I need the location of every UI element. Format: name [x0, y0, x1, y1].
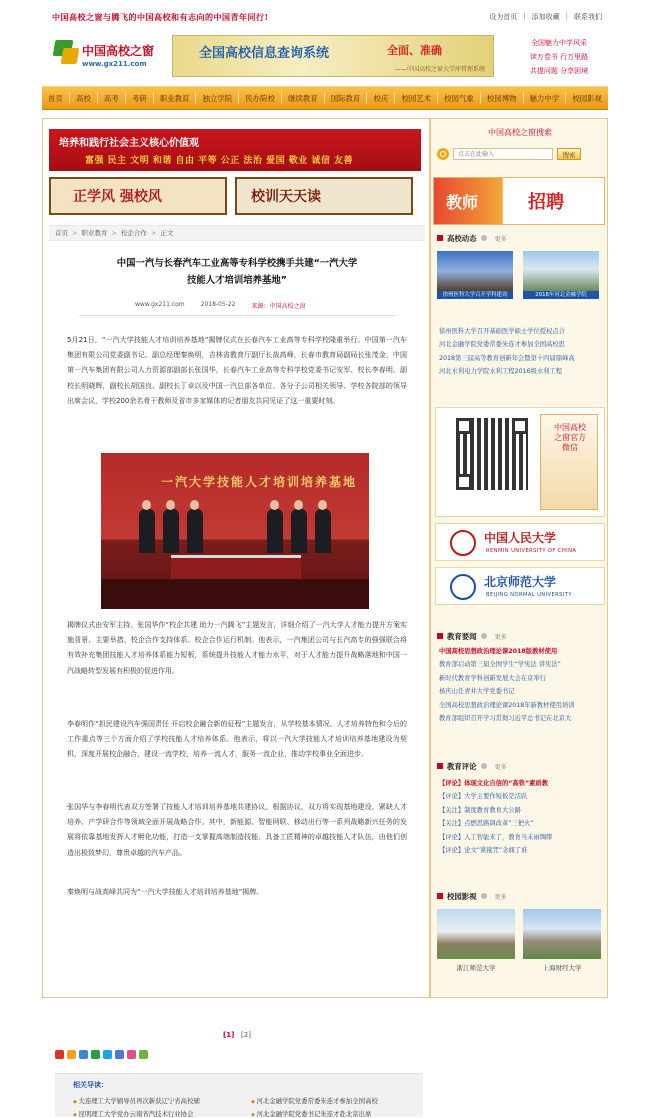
section-bullet-icon — [437, 633, 443, 639]
main-content — [42, 118, 430, 1118]
share-icon[interactable] — [67, 1050, 76, 1059]
share-icon[interactable] — [115, 1050, 124, 1059]
top-bar — [0, 0, 650, 32]
nav-item-colleges[interactable]: 高校 — [75, 93, 91, 103]
comment-more-link[interactable]: 更多 — [494, 763, 507, 771]
article-paragraph: 5月21日，“一汽大学技能人才培训培养基地”揭牌仪式在长春汽车工业高等专科学校隆重举行。中国第一汽车集团有限公司党委副书记、副总经理秦焕明，吉林省教育厅副厅长战高峰，长春市教育局副局长张茂金，中国第一汽车集团有限公司人力资源部副部长张国华，长春汽车工业高等专科学校党委书记安军、校长李春明、副校长明晓辉，副校长胡国良、副校长丁卓以及中国一汽总部各单位、各分子公司相关领导、学校各院部的领导出席会议，学校200余名骨干教师及省市多家媒体的记者朋友共同见证了这一重要时刻。 — [67, 336, 407, 405]
news-more-link[interactable]: 更多 — [494, 235, 507, 243]
search-icon — [437, 148, 449, 160]
more-icon — [481, 633, 487, 639]
share-icon[interactable] — [79, 1050, 88, 1059]
nav-item-anniversary[interactable]: 校庆 — [373, 93, 389, 103]
more-icon — [481, 235, 487, 241]
share-icon[interactable] — [127, 1050, 136, 1059]
news-list-item[interactable]: 河北水利电力学院水利工程2016级水利工程 — [439, 368, 563, 376]
search-title: 中国高校之窗搜索 — [488, 128, 552, 137]
recruit-text-teacher: 教师 — [446, 193, 479, 212]
edu-news-item[interactable]: 中国高校思想政治理论课2018版教材使用 — [439, 648, 558, 655]
breadcrumb-home[interactable]: 首页 — [55, 229, 68, 237]
more-icon — [481, 763, 487, 769]
section-header-campus-video: 校园影视 更多 — [437, 889, 507, 903]
study-style-text: 正学风 强校风 — [73, 189, 162, 205]
nav-item-middle-school[interactable]: 魅力中学 — [529, 93, 560, 103]
header-links — [514, 36, 604, 78]
wechat-qr-panel — [435, 407, 605, 517]
recruit-text-hiring: 招聘 — [528, 192, 564, 213]
nav-item-campus-museum[interactable]: 校园博物 — [486, 93, 517, 103]
school-motto-text: 校训天天读 — [251, 189, 321, 205]
edu-news-item[interactable]: 新时代教育学科创新发展大会在京举行 — [439, 674, 547, 682]
banner-subtitle: ——中国高校之窗大学库管理系统 — [394, 66, 485, 73]
query-system-banner[interactable] — [172, 35, 494, 77]
edu-news-item[interactable]: 教育部组织召开学习贯彻习近平总书记在北京大 — [439, 715, 572, 723]
nav-item-private[interactable]: 民办院校 — [245, 93, 275, 103]
nav-item-campus-art[interactable]: 校园艺术 — [401, 93, 432, 103]
nav-item-campus-video[interactable]: 校园影视 — [572, 93, 602, 103]
header-link-travel[interactable]: 读万卷书 行万里路 — [529, 53, 589, 61]
core-values-words: 富强 民主 文明 和谐 自由 平等 公正 法治 爱国 敬业 诚信 友善 — [85, 156, 353, 166]
header-link-questions[interactable]: 共提问题 分享困境 — [529, 67, 589, 75]
section-bullet-icon — [437, 235, 443, 241]
comment-item[interactable]: 【评论】体现文化自信的“高铁”素质教 — [439, 780, 549, 787]
page-2[interactable]: [2] — [241, 1031, 251, 1039]
share-icon[interactable] — [103, 1050, 112, 1059]
photo-backdrop-text: 一汽大学技能人才培训培养基地 — [161, 475, 358, 489]
breadcrumb-current: 正文 — [160, 229, 174, 237]
nav-item-home[interactable]: 首页 — [48, 93, 63, 103]
article-source: 来源：中国高校之窗 — [251, 303, 306, 310]
related-title: 相关导读： — [73, 1081, 108, 1089]
breadcrumb-vocational[interactable]: 职业教育 — [81, 229, 108, 237]
school-motto-banner[interactable] — [235, 177, 413, 215]
study-style-banner[interactable] — [49, 177, 227, 215]
related-item[interactable]: ◆ 昆明理工大学党办云南省汽技术行业协会 — [73, 1109, 239, 1118]
article-title: 中国一汽与长春汽车工业高等专科学校携手共建“一汽大学 技能人才培训培养基地” — [116, 258, 358, 286]
header-link-middle-school[interactable]: 全国魅力中学风采 — [531, 39, 587, 47]
campus-video-item[interactable]: 上海财经大学 — [523, 909, 601, 975]
site-header — [42, 30, 608, 82]
share-bar — [55, 1050, 148, 1059]
divider — [79, 315, 395, 316]
edu-news-item[interactable]: 教育部启动第三届全国学生“学宪法 讲宪法” — [439, 661, 561, 669]
university-banner-renmin[interactable]: 中国人民大学 RENMIN UNIVERSITY OF CHINA — [435, 523, 605, 561]
news-thumbnail[interactable]: 2018年河北金融学院 — [523, 251, 599, 299]
page-1[interactable]: [1] — [223, 1031, 235, 1039]
edu-more-link[interactable]: 更多 — [494, 633, 507, 641]
nav-item-vocational[interactable]: 职业教育 — [159, 93, 190, 103]
article-paragraph: 李春明作“担民建设汽车强国责任 开启校企融合新的征程”主题发言，从学校基本情况、人才培养特色和今后的工作重点等三个方面介绍了学校技能人才培养体系。他表示，将以一汽大学技能人才培训培养基地建设为契机，深度开展校企融合，建设一流学校，培养一流人才，服务一流企业，推动学校事业全面进步。 — [67, 720, 407, 759]
pagination — [43, 1031, 431, 1039]
article-date: 2018-05-22 — [200, 301, 236, 308]
campus-more-link[interactable]: 更多 — [494, 893, 507, 901]
search-form — [437, 147, 603, 161]
edu-news-item[interactable]: 杨庆山任青井大学党委书记 — [439, 688, 515, 696]
breadcrumb: 首页 > 职业教育 > 校企合作 > 正文 — [49, 225, 425, 241]
nav-item-campus-weather[interactable]: 校园气象 — [444, 93, 474, 103]
comment-item[interactable]: 【关注】点燃思路调改革“三把火” — [439, 820, 534, 828]
section-header-news: 高校动态 更多 — [437, 231, 507, 245]
comment-item[interactable]: 【评论】人工智能来了，教育当未雨绸缪 — [439, 833, 553, 841]
wechat-promo: 中国高校之窗官方微信 — [540, 414, 598, 510]
news-list — [439, 325, 601, 379]
related-item[interactable]: ◆ 河北金融学院党委书记朱连才赴北京出席 — [251, 1109, 417, 1118]
site-logo[interactable] — [52, 38, 162, 74]
edu-news-list — [439, 645, 601, 725]
logo-mark-icon — [52, 40, 80, 66]
article-meta — [135, 301, 355, 310]
campus-video-item[interactable]: 浙江师范大学 — [437, 909, 515, 975]
contact-us-link[interactable]: 联系我们 — [574, 13, 602, 21]
share-icon[interactable] — [55, 1050, 64, 1059]
logo-name: 中国高校之窗 — [82, 44, 155, 58]
article-paragraph: 张国华与李春明代表双方签署了技能人才培训培养基地共建协议。根据协议，双方将实现基地建设、紧缺人才培养、产学研合作等领域全面开展战略合作。其中，新能源、智能网联、移动出行等一系列战略新兴任务的发展将依靠基地发挥人才孵化功能，打造一支掌握高端制造技能、具备工匠精神的卓越技能人才队伍，由他们创造出极致梦幻、尊贵卓越的汽车产品。 — [67, 803, 407, 857]
main-nav — [42, 86, 608, 110]
comment-list — [439, 777, 601, 857]
logo-url: www.gx211.com — [82, 60, 147, 68]
banner-slogan: 全面、准确 — [387, 44, 442, 57]
section-bullet-icon — [437, 893, 443, 899]
news-list-item[interactable]: 徐州医科大学召开基础医学硕士学位授权点合 — [439, 328, 565, 335]
article-site: www.gx211.com — [135, 301, 185, 308]
section-header-comment: 教育评论 更多 — [437, 759, 507, 773]
nav-item-continuing[interactable]: 继续教育 — [288, 93, 318, 103]
qr-code-icon — [456, 418, 528, 490]
share-icon[interactable] — [139, 1050, 148, 1059]
core-values-title: 培养和践行社会主义核心价值观 — [59, 138, 199, 149]
search-button[interactable]: 搜索 — [557, 148, 581, 160]
news-list-item[interactable]: 2018第三届高等教育创新年会暨第十四届鼎峰高 — [439, 354, 575, 362]
section-bullet-icon — [437, 763, 443, 769]
article-paragraph: 揭牌仪式由安军主持。张国华作“校企共建 助力一汽腾飞”主题发言，详细介绍了一汽大学人才能力提升方案实施背景、主要举措、校企合作支持体系、校企合作运行机制。他表示，一汽集团公司与长汽高专的强强联合将有效补充集团技能人才培养体系能力短板，系统提升技能人才能力水平，对于人才能力提升战略落地和中国一汽战略转型发展有积极的促进作用。 — [67, 621, 407, 675]
university-banner-bnu[interactable]: 北京师范大学 BEIJING NORMAL UNIVERSITY — [435, 567, 605, 605]
breadcrumb-school-enterprise[interactable]: 校企合作 — [120, 229, 147, 237]
more-icon — [481, 893, 487, 899]
article-paragraph: 秦焕明与战高峰共同为“一汽大学技能人才培训培养基地”揭牌。 — [67, 888, 264, 896]
related-item[interactable]: ◆ 河北金融学院党委常委朱连才参加全国高校 — [251, 1096, 417, 1105]
top-links: 设为首页 | 添加收藏 | 联系我们 — [489, 12, 602, 21]
news-list-item[interactable]: 河北金融学院党委常委朱连才参加全国高校思 — [439, 341, 565, 349]
comment-item[interactable]: 【评论】论文“紧箍咒”念痛了谁 — [439, 847, 528, 855]
core-values-banner[interactable] — [49, 129, 421, 171]
news-thumbnail[interactable]: 徐州医科大学召开学科建设 — [437, 251, 513, 299]
comment-item[interactable]: 【评论】大学主要作短板是活跃 — [439, 793, 528, 801]
related-item[interactable]: ◆ 大连理工大学辅导员再次新获辽宁省高校辅 — [73, 1096, 239, 1105]
site-slogan: 中国高校之窗与腾飞的中国高校和有志向的中国青年同行! — [52, 12, 269, 22]
teacher-recruit-banner[interactable] — [433, 177, 605, 225]
banner-title: 全国高校信息查询系统 — [199, 46, 330, 61]
set-homepage-link[interactable]: 设为首页 — [489, 13, 518, 21]
nav-item-kaoyan[interactable]: 考研 — [131, 93, 147, 103]
university-seal-icon — [450, 574, 476, 600]
edu-news-item[interactable]: 全国高校思想政治理论课2018年新教材使用培训 — [439, 701, 575, 709]
add-favorite-link[interactable]: 添加收藏 — [531, 13, 560, 21]
nav-item-international[interactable]: 国际教育 — [330, 93, 361, 103]
related-articles — [55, 1073, 423, 1117]
comment-item[interactable]: 【关注】制度教育教育大公路 — [439, 806, 521, 814]
university-seal-icon — [450, 530, 476, 556]
section-header-edu-news: 教育要闻 更多 — [437, 629, 507, 643]
article-photo — [101, 453, 369, 609]
nav-item-gaokao[interactable]: 高考 — [103, 93, 119, 103]
search-input[interactable] — [453, 148, 553, 160]
share-icon[interactable] — [91, 1050, 100, 1059]
sidebar — [430, 118, 608, 998]
nav-item-independent[interactable]: 独立学院 — [202, 93, 233, 103]
